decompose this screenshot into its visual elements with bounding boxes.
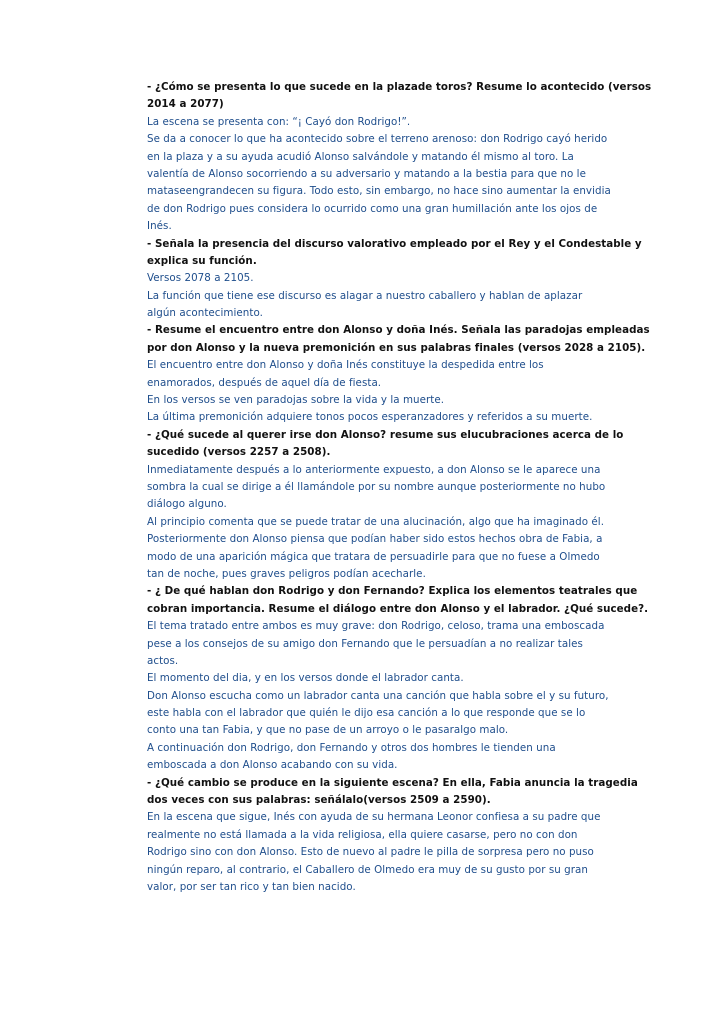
answer-line: valor, por ser tan rico y tan bien nacido.	[147, 880, 356, 893]
answer-line: ningún reparo, al contrario, el Caballero de Olmedo era muy de su gusto por su gran	[147, 863, 588, 876]
answer-line: En la escena que sigue, Inés con ayuda de su hermana Leonor confiesa a su padre que	[147, 811, 601, 824]
answer-line: actos.	[147, 654, 179, 667]
answer-line: en la plaza y a su ayuda acudió Alonso salvándole y matando él mismo al toro. La	[147, 150, 574, 163]
answer-line: El momento del dia, y en los versos donde el labrador canta.	[147, 672, 464, 685]
answer-line: Rodrigo sino con don Alonso. Esto de nuevo al padre le pilla de sorpresa pero no puso	[147, 846, 594, 859]
answer-line: Posteriormente don Alonso piensa que podían haber sido estos hechos obra de Fabia, a	[147, 533, 603, 546]
answer-line: En los versos se ven paradojas sobre la vida y la muerte.	[147, 394, 445, 407]
question-line: sucedido (versos 2257 a 2508).	[147, 446, 331, 459]
answer-line: realmente no está llamada a la vida religiosa, ella quiere casarse, pero no con don	[147, 828, 578, 841]
answer-line: sombra la cual se dirige a él llamándole por su nombre aunque posteriormente no hubo	[147, 480, 606, 493]
answer-line: conto una tan Fabia, y que no pase de un arroyo o le pasaralgo malo.	[147, 724, 509, 737]
answer-line: Se da a conocer lo que ha acontecido sobre el terreno arenoso: don Rodrigo cayó herido	[147, 133, 608, 146]
answer-line: diálogo alguno.	[147, 498, 227, 511]
answer-line: Al principio comenta que se puede tratar de una alucinación, algo que ha imaginado él.	[147, 515, 605, 528]
answer-line: Inmediatamente después a lo anteriormente expuesto, a don Alonso se le aparece una	[147, 463, 601, 476]
answer-line: Inés.	[147, 220, 172, 233]
answer-line: modo de una aparición mágica que tratara de persuadirle para que no fuese a Olmedo	[147, 550, 600, 563]
question-line: - ¿Qué cambio se produce en la siguiente escena? En ella, Fabia anuncia la tragedia	[147, 776, 638, 789]
answer-line: algún acontecimiento.	[147, 307, 263, 320]
answer-line: emboscada a don Alonso acabando con su vida.	[147, 759, 398, 772]
question-line: 2014 a 2077)	[147, 98, 224, 111]
answer-line: A continuación don Rodrigo, don Fernando y otros dos hombres le tienden una	[147, 741, 556, 754]
answer-line: La última premonición adquiere tonos pocos esperanzadores y referidos a su muerte.	[147, 411, 593, 424]
answer-line: Versos 2078 a 2105.	[147, 272, 254, 285]
answer-line: de don Rodrigo pues considera lo ocurrido como una gran humillación ante los ojos de	[147, 202, 598, 215]
question-line: explica su función.	[147, 254, 257, 267]
answer-line: La escena se presenta con: “¡ Cayó don Rodrigo!”.	[147, 115, 411, 128]
answer-line: este habla con el labrador que quién le dijo esa canción a lo que responde que se lo	[147, 707, 586, 720]
answer-line: El tema tratado entre ambos es muy grave: don Rodrigo, celoso, trama una emboscada	[147, 620, 605, 633]
question-line: - ¿ De qué hablan don Rodrigo y don Fernando? Explica los elementos teatrales que	[147, 585, 638, 598]
answer-line: pese a los consejos de su amigo don Fernando que le persuadían a no realizar tales	[147, 637, 583, 650]
question-line: - ¿Qué sucede al querer irse don Alonso? resume sus elucubraciones acerca de lo	[147, 428, 624, 441]
question-line: cobran importancia. Resume el diálogo entre don Alonso y el labrador. ¿Qué sucede?.	[147, 602, 649, 615]
answer-line: La función que tiene ese discurso es alagar a nuestro caballero y hablan de aplazar	[147, 289, 583, 302]
answer-line: El encuentro entre don Alonso y doña Inés constituye la despedida entre los	[147, 359, 544, 372]
answer-line: enamorados, después de aquel día de fiesta.	[147, 376, 382, 389]
answer-line: tan de noche, pues graves peligros podían acecharle.	[147, 567, 426, 580]
question-line: - ¿Cómo se presenta lo que sucede en la plazade toros? Resume lo acontecido (versos	[147, 81, 652, 93]
answer-line: valentía de Alonso socorriendo a su adversario y matando a la bestia para que no le	[147, 167, 586, 180]
question-line: - Señala la presencia del discurso valorativo empleado por el Rey y el Condestable y	[147, 237, 642, 250]
answer-line: Don Alonso escucha como un labrador canta una canción que habla sobre el y su futuro,	[147, 689, 609, 702]
answer-line: mataseengrandecen su figura. Todo esto, sin embargo, no hace sino aumentar la envidia	[147, 185, 611, 198]
question-line: - Resume el encuentro entre don Alonso y doña Inés. Señala las paradojas empleadas	[147, 324, 650, 337]
question-line: dos veces con sus palabras: señálalo(versos 2509 a 2590).	[147, 794, 491, 807]
document-body	[147, 79, 652, 896]
question-line: por don Alonso y la nueva premonición en sus palabras finales (versos 2028 a 2105).	[147, 341, 646, 354]
